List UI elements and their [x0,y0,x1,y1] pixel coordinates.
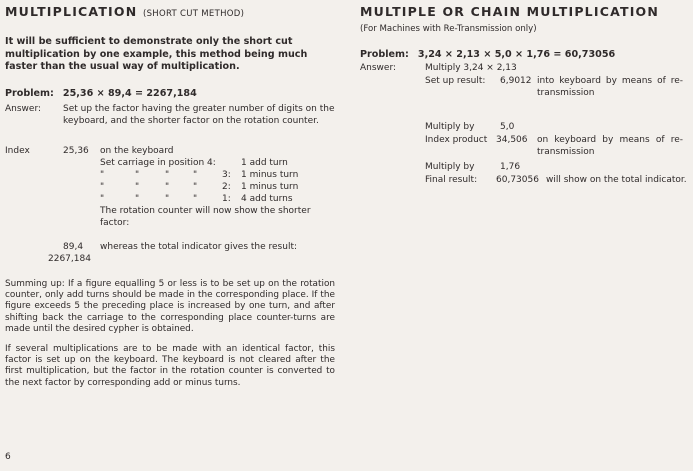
answer-label: Answer: [360,63,397,73]
page-number: 6 [5,452,11,462]
summing-paragraph: Summing up: If a figure equalling 5 or less is to be set up on the rotation counter, only add turns should be made in the corresponding place. If the figure exceeds 5 the preceding place is increased by one turn, and after shifting back the carriage to the corresponding place counter-turns are made until the desired cypher is obtained. [5,278,335,335]
problem-equation: 3,24 × 2,13 × 5,0 × 1,76 = 60,73056 [417,49,616,60]
intro-paragraph: It will be sufficient to demonstrate only the short cut multiplication by one example, this method being much faster than the usual way of multiplication. [5,36,308,73]
right-column [360,4,686,192]
step-action-3: 1 minus turn [241,181,299,192]
final-result-label: Final result: [425,175,478,185]
title-text: MULTIPLICATION [5,4,138,19]
setup-value: 6,9012 [500,76,532,86]
problem-equation: 25,36 × 89,4 = 2267,184 [62,87,197,99]
index-product-value: 34,506 [496,135,528,145]
step-action-1: 1 add turn [241,157,288,168]
ditto-mark: " [193,181,198,192]
ditto-mark: " [135,169,140,180]
ditto-mark: " [135,181,140,192]
problem-label: Problem: [360,49,409,60]
answer-label: Answer: [5,103,42,114]
answer-block [5,104,335,140]
index-product-label: Index product [425,135,488,145]
index-label: Index [5,145,30,156]
multiply3-label: Multiply by [425,162,475,172]
left-column [5,4,335,389]
index-product-text: on keyboard by means of re-transmission [537,135,683,157]
final-result-text: will show on the total indicator. [546,175,687,185]
final-result-value: 60,73056 [496,175,539,185]
section-subtitle: (For Machines with Re-Transmission only) [360,24,537,34]
ditto-mark: " [193,169,198,180]
step-action-2: 1 minus turn [241,169,299,180]
index-value: 25,36 [63,145,89,156]
setup-label: Set up result: [425,76,486,86]
ditto-mark: " [100,169,105,180]
problem-line [5,88,335,99]
carriage-text: Set carriage in position 4: [100,157,216,168]
result-value: 2267,184 [48,253,91,264]
multiply2-value: 5,0 [500,122,515,132]
step-pos-3: 2: [222,181,231,192]
step-action-4: 4 add turns [241,193,293,204]
whereas-text: whereas the total indicator gives the result: [100,241,298,252]
problem-label: Problem: [5,87,54,99]
ditto-mark: " [193,193,198,204]
multiply2-block [360,122,686,162]
ditto-mark: " [165,193,170,204]
multiply3-block [360,162,686,192]
factor-value: 89,4 [63,241,84,252]
section-title [5,4,335,19]
several-paragraph: If several multiplications are to be made with an identical factor, this factor is set up on the keyboard. The keyboard is not cleared after the first multiplication, but the factor in the rotation counter is converted to the next factor by corresponding add or minus turns. [5,343,335,388]
problem-line [360,49,686,60]
title-note: (SHORT CUT METHOD) [142,9,245,19]
step1-text: Multiply 3,24 × 2,13 [425,63,517,73]
multiply3-value: 1,76 [500,162,521,172]
section-title: MULTIPLE OR CHAIN MULTIPLICATION [360,4,660,19]
ditto-mark: " [100,193,105,204]
ditto-mark: " [100,181,105,192]
index-text: on the keyboard [100,145,174,156]
multiply2-label: Multiply by [425,122,475,132]
answer-block [360,63,686,125]
rotation-note: The rotation counter will now show the shorter factor: [100,205,311,228]
ditto-mark: " [135,193,140,204]
setup-text: into keyboard by means of re-transmission [537,76,683,98]
step-pos-4: 1: [222,193,231,204]
ditto-mark: " [165,169,170,180]
ditto-mark: " [165,181,170,192]
answer-text: Set up the factor having the greater number of digits on the keyboard, and the shorter factor on the rotation counter. [63,103,335,126]
index-block [5,146,335,256]
step-pos-2: 3: [222,169,231,180]
